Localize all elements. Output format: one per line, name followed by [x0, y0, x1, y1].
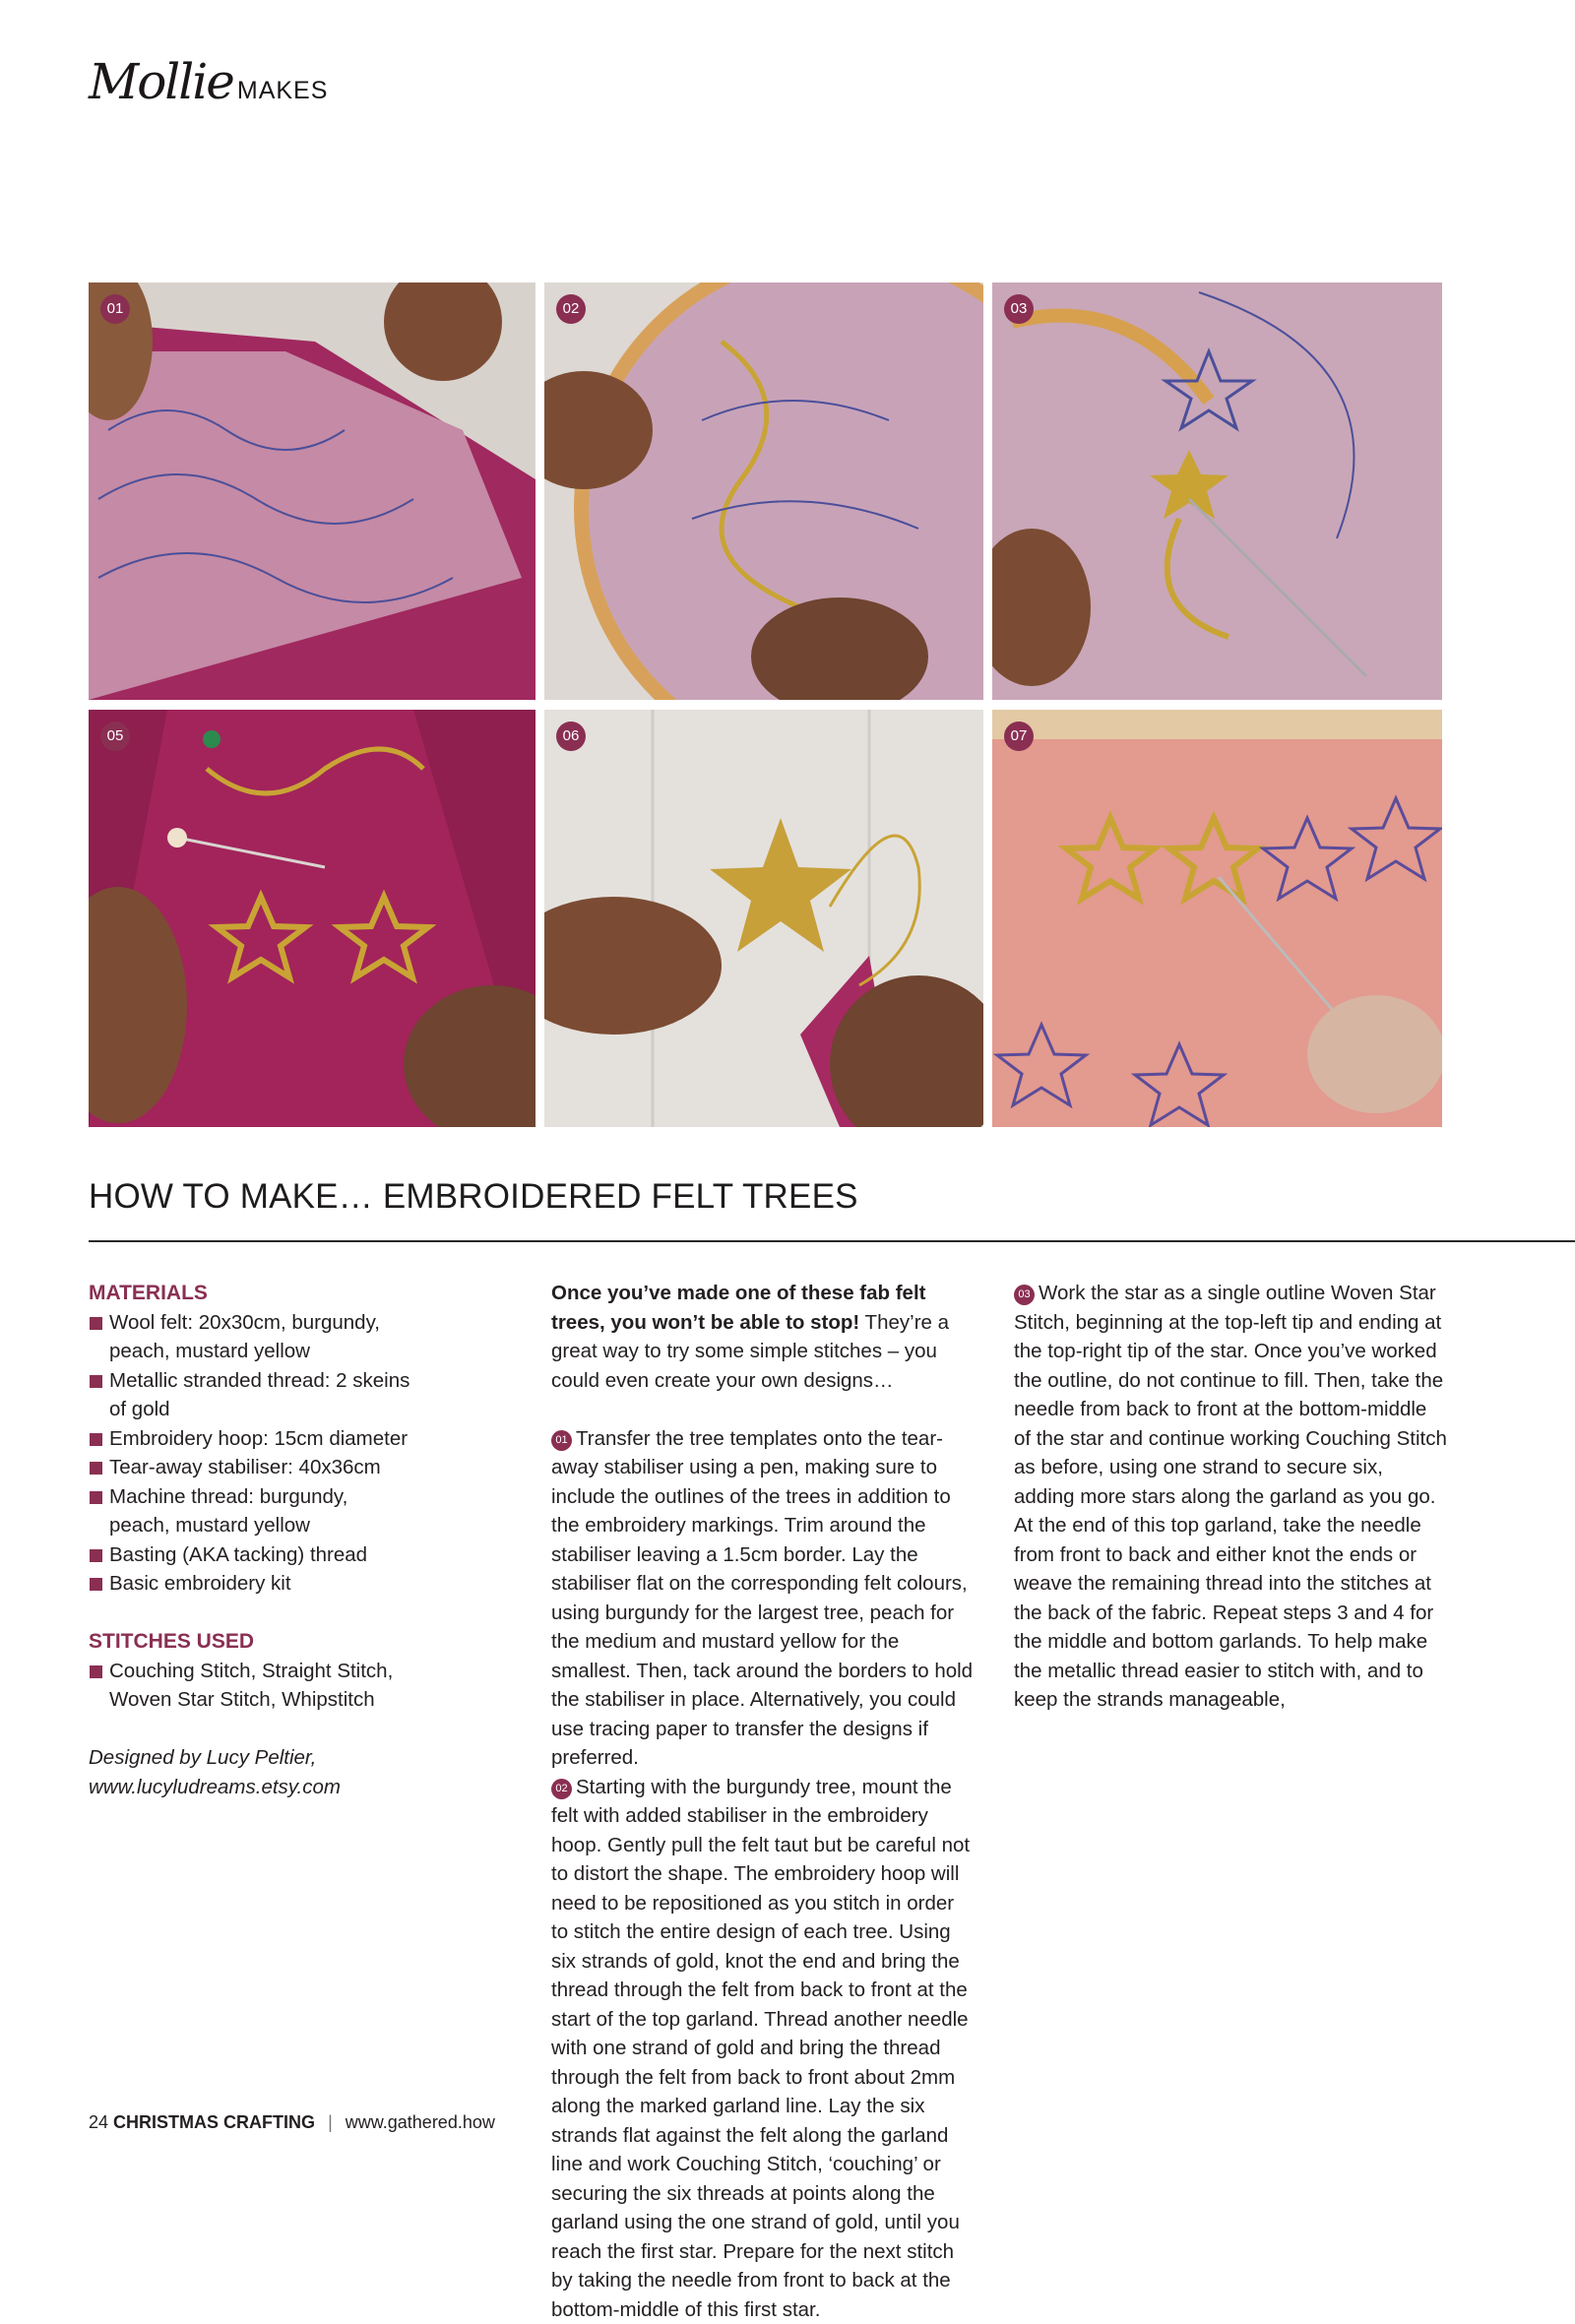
step-number-badge: 03: [1014, 1285, 1035, 1305]
step-photo-05: [89, 710, 536, 1127]
step-photo-02: [544, 283, 983, 700]
page-number: 24: [89, 2112, 108, 2132]
list-item: Basting (AKA tacking) thread: [89, 1540, 413, 1570]
step-badge: 01: [100, 294, 130, 324]
intro-paragraph: [551, 1279, 975, 1395]
hoop-gold-thread-photo: [544, 283, 983, 700]
list-item: Wool felt: 20x30cm, burgundy, peach, mustard yellow: [89, 1308, 413, 1366]
page-footer: [89, 2112, 495, 2133]
step-photo-03: [992, 283, 1442, 700]
intro-bold: Once you’ve made one of these fab felt trees, you won’t be able to stop!: [551, 1282, 925, 1334]
designer-credit: [89, 1743, 413, 1801]
list-item: Basic embroidery kit: [89, 1569, 413, 1599]
step-02-paragraph: [551, 1773, 975, 2324]
stitches-title: STITCHES USED: [89, 1627, 413, 1657]
section-name: CHRISTMAS CRAFTING: [113, 2112, 315, 2132]
footer-url[interactable]: www.gathered.how: [346, 2112, 495, 2132]
step-badge: 06: [556, 722, 586, 751]
article-heading: HOW TO MAKE… EMBROIDERED FELT TREES: [89, 1177, 858, 1217]
list-item: Metallic stranded thread: 2 skeins of gold: [89, 1366, 413, 1424]
step-badge: 07: [1004, 722, 1034, 751]
woven-star-stitch-photo: [992, 283, 1442, 700]
step-03-paragraph: [1014, 1279, 1447, 1715]
instructions-column-1: [551, 1279, 975, 2324]
list-item: Couching Stitch, Straight Stitch, Woven Star Stitch, Whipstitch: [89, 1657, 413, 1715]
step-badge: 02: [556, 294, 586, 324]
step-01-paragraph: [551, 1424, 975, 1773]
step-text: Starting with the burgundy tree, mount the felt with added stabiliser in the embroidery hoop. Gently pull the felt taut but be careful not to distort the shape. The embroidery hoop will need to be repositioned as you stitch in order to stitch the entire design of each tree. Using six strands of gold, knot the end and bring the thread through the felt from back to front at the start of the top garland. Thread another needle with one strand of gold and bring the thread through the felt from back to front about 2mm along the marked garland line. Lay the six strands flat against the felt along the garland line and work Couching Stitch, ‘couching’ or securing the six threads at points along the garland using the one strand of gold, until you reach the first star. Prepare for the next stitch by taking the needle from front to back at the bottom-middle of this first star.: [551, 1776, 970, 2321]
footer-divider: |: [328, 2112, 333, 2132]
list-item: Tear-away stabiliser: 40x36cm: [89, 1453, 413, 1482]
materials-title: MATERIALS: [89, 1279, 413, 1308]
stitches-list: [89, 1657, 413, 1715]
logo-script: Mollie: [89, 57, 233, 106]
brand-logo: [89, 57, 328, 116]
step-text: Work the star as a single outline Woven Star Stitch, beginning at the top-left tip and ending at the top-right tip of the star. Once you’ve worked the outline, do not continue to fill. Then, take the needle from back to front at the bottom-middle of the star and continue working Couching Stitch as before, using one strand to secure six, adding more stars along the garland as you go. At the end of this top garland, take the needle from front to back and either knot the ends or weave the remaining thread into the stitches at the back of the fabric. Repeat steps 3 and 4 for the middle and bottom garlands. To help make the metallic thread easier to stitch with, and to keep the strands manageable,: [1014, 1282, 1447, 1711]
step-photo-06: [544, 710, 983, 1127]
intro-rest: They’re a great way to try some simple stitches – you could even create your own designs…: [551, 1311, 949, 1392]
step-badge: 03: [1004, 294, 1034, 324]
logo-makes: MAKES: [237, 77, 329, 105]
pinned-burgundy-tree-photo: [89, 710, 536, 1127]
step-text: Transfer the tree templates onto the tear-away stabiliser using a pen, making sure to include the outlines of the trees in addition to the embroidery markings. Trim around the stabiliser leaving a 1.5cm border. Lay the stabiliser flat on the corresponding felt colours, using burgundy for the largest tree, peach for the medium and mustard yellow for the smallest. Then, tack around the borders to hold the stabiliser in place. Alternatively, you could use tracing paper to transfer the designs if preferred.: [551, 1427, 973, 1770]
felt-stabiliser-tacking-photo: [89, 283, 536, 700]
step-number-badge: 02: [551, 1779, 572, 1799]
peach-felt-stars-photo: [992, 710, 1442, 1127]
step-photo-07: [992, 710, 1442, 1127]
list-item: Machine thread: burgundy, peach, mustard yellow: [89, 1482, 413, 1540]
step-badge: 05: [100, 722, 130, 751]
credit-url[interactable]: www.lucyludreams.etsy.com: [89, 1776, 341, 1798]
materials-column: [89, 1279, 413, 1801]
materials-list: [89, 1308, 413, 1599]
credit-name: Designed by Lucy Peltier,: [89, 1746, 316, 1769]
heading-rule: [89, 1240, 1575, 1242]
list-item: Embroidery hoop: 15cm diameter: [89, 1424, 413, 1454]
mustard-felt-star-photo: [544, 710, 983, 1127]
instructions-column-2: [1014, 1279, 1447, 1715]
step-number-badge: 01: [551, 1430, 572, 1451]
step-photo-01: [89, 283, 536, 700]
